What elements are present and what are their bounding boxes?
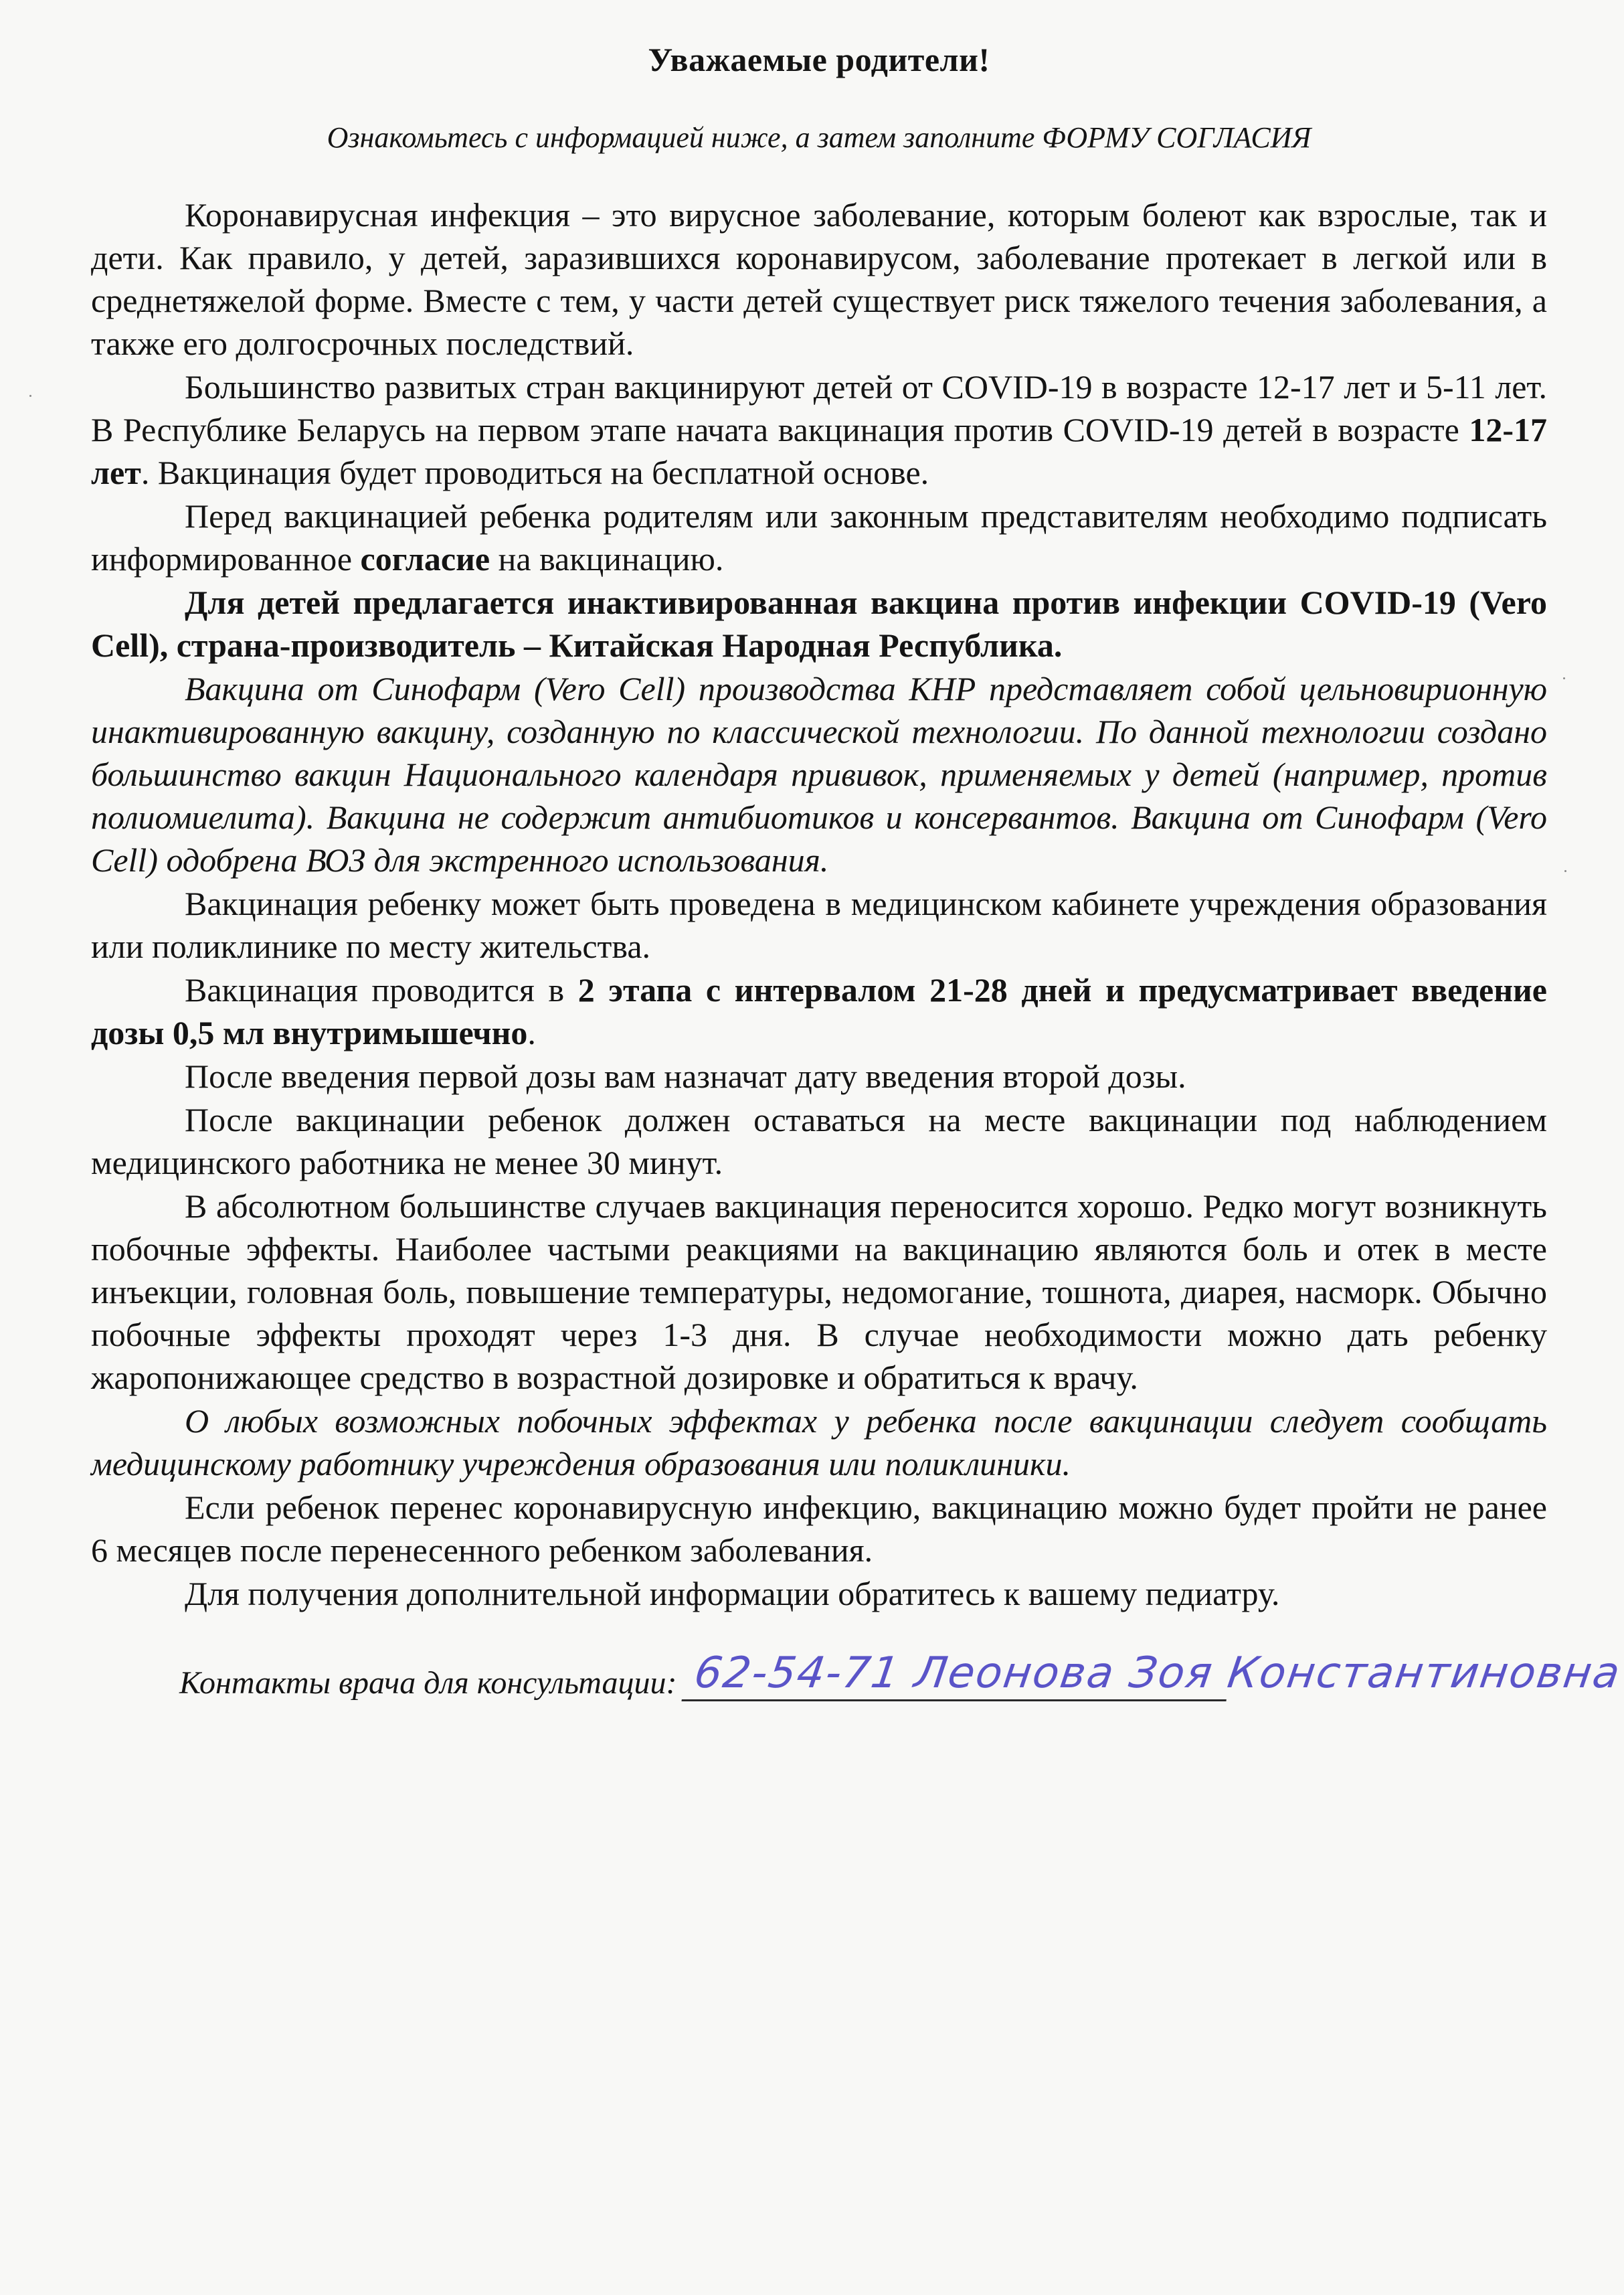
scan-speck	[1564, 870, 1566, 872]
paragraph-vaccination-countries: Большинство развитых стран вакцинируют детей от COVID-19 в возрасте 12-17 лет и 5-11 лет. В Республике Беларусь на первом этапе начата вакцинация против COVID-19 детей в возрасте 12-17 лет. Вакцинация будет проводиться на бесплатной основе.	[91, 368, 1547, 491]
handwritten-contact-entry: 62-54-71 Леонова Зоя Константиновна	[681, 1648, 1233, 1701]
paragraph-observation: После вакцинации ребенок должен оставаться на месте вакцинации под наблюдением медицинского работника не менее 30 минут.	[91, 1101, 1547, 1181]
paragraph-vaccination-stages: Вакцинация проводится в 2 этапа с интервалом 21-28 дней и предусматривает введение дозы 0,5 мл внутримышечно.	[91, 971, 1548, 1051]
paragraph-intro: Коронавирусная инфекция – это вирусное заболевание, которым болеют как взрослые, так и дети. Как правило, у детей, заразившихся коронавирусом, заболевание протекает в легкой или в среднетяжелой форме. Вместе с тем, у части детей существует риск тяжелого течения заболевания, а также его долгосрочных последствий.	[91, 196, 1547, 362]
paragraph-consent: Перед вакцинацией ребенка родителям или законным представителям необходимо подписать информированное согласие на вакцинацию.	[91, 497, 1547, 578]
paragraph-pediatrician: Для получения дополнительной информации обратитесь к вашему педиатру.	[185, 1575, 1280, 1612]
page-title: Уважаемые родители!	[648, 41, 990, 78]
paragraph-vaccine-offered: Для детей предлагается инактивированная вакцина против инфекции COVID-19 (Vero Cell), страна-производитель – Китайская Народная Республика.	[91, 584, 1547, 664]
document-page	[91, 40, 1624, 1701]
paragraph-side-effects: В абсолютном большинстве случаев вакцинация переносится хорошо. Редко могут возникнуть побочные эффекты. Наиболее частыми реакциями на вакцинацию являются боль и отек в месте инъекции, головная боль, повышение температуры, недомогание, тошнота, диарея, насморк. Обычно побочные эффекты проходят через 1-3 дня. В случае необходимости можно дать ребенку жаропонижающее средство в возрастной дозировке и обратиться к врачу.	[91, 1187, 1547, 1396]
scan-speck	[29, 395, 31, 397]
paragraph-vaccine-description: Вакцина от Синофарм (Vero Cell) производства КНР представляет собой цельновирионную инактивированную вакцину, созданную по классической технологии. По данной технологии создано большинство вакцин Национального календаря прививок, применяемых у детей (например, против полиомиелита). Вакцина не содержит антибиотиков и консервантов. Вакцина от Синофарм (Vero Cell) одобрена ВОЗ для экстренного использования.	[91, 670, 1547, 879]
paragraph-report-side-effects: О любых возможных побочных эффектах у ребенка после вакцинации следует сообщать медицинскому работнику учреждения образования или поликлиники.	[91, 1402, 1547, 1482]
doctor-contacts	[91, 1648, 1624, 1701]
paragraph-second-dose: После введения первой дозы вам назначат дату введения второй дозы.	[185, 1057, 1186, 1095]
scan-speck	[1563, 677, 1565, 679]
paragraph-after-infection: Если ребенок перенес коронавирусную инфекцию, вакцинацию можно будет пройти не ранее 6 месяцев после перенесенного ребенком заболевания.	[91, 1489, 1547, 1569]
page-subtitle: Ознакомьтесь с информацией ниже, а затем заполните ФОРМУ СОГЛАСИЯ	[327, 121, 1312, 154]
paragraph-vaccination-location: Вакцинация ребенку может быть проведена в медицинском кабинете учреждения образования или поликлинике по месту жительства.	[91, 885, 1547, 965]
contacts-label: Контакты врача для консультации:	[179, 1665, 677, 1701]
